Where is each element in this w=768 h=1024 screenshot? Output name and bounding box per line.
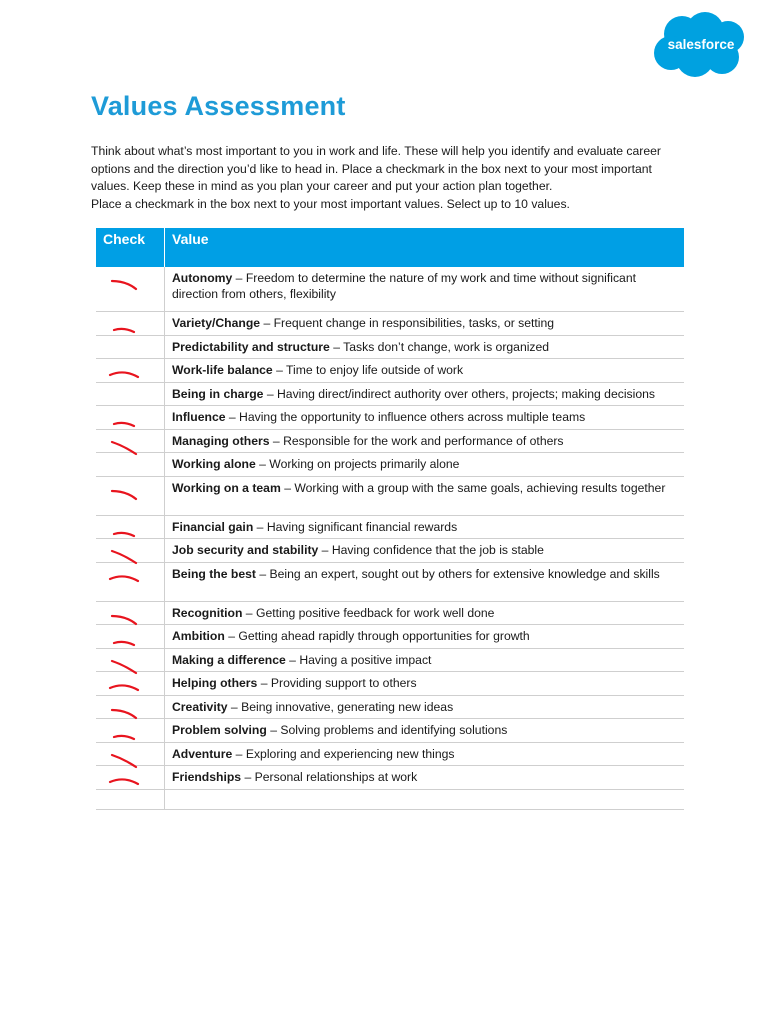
- value-row: [96, 562, 684, 601]
- value-name: Managing others: [172, 433, 270, 448]
- page-title: Values Assessment: [91, 91, 346, 121]
- hand-drawn-check-mark-icon: [106, 563, 156, 599]
- checkbox-cell[interactable]: [96, 406, 165, 430]
- value-row: [96, 476, 684, 515]
- value-description: – Frequent change in responsibilities, tasks, or setting: [260, 315, 555, 330]
- value-name: Influence: [172, 410, 226, 424]
- checkbox-cell[interactable]: [96, 789, 165, 809]
- checkbox-cell[interactable]: [96, 539, 165, 563]
- value-name: Making a difference: [172, 652, 286, 667]
- checkbox-cell[interactable]: [96, 453, 165, 477]
- value-cell: [165, 382, 685, 406]
- value-description: – Having a positive impact: [285, 652, 432, 667]
- checkbox-cell[interactable]: [96, 311, 165, 335]
- value-cell: [165, 601, 685, 625]
- value-cell: [165, 359, 685, 383]
- value-name: Variety/Change: [172, 315, 261, 330]
- value-description: – Exploring and experiencing new things: [232, 746, 455, 761]
- value-description: – Being innovative, generating new ideas: [227, 699, 454, 714]
- value-description: – Tasks don’t change, work is organized: [329, 339, 550, 354]
- value-row: [96, 648, 684, 672]
- checkbox-cell[interactable]: [96, 601, 165, 625]
- checkbox-cell[interactable]: [96, 359, 165, 383]
- hand-drawn-check-mark-icon: [106, 477, 156, 513]
- value-name: Job security and stability: [172, 543, 319, 557]
- checkbox-cell[interactable]: [96, 695, 165, 719]
- checkbox-cell[interactable]: [96, 742, 165, 766]
- checkbox-cell[interactable]: [96, 625, 165, 649]
- value-row: [96, 625, 684, 649]
- value-name: Financial gain: [172, 519, 254, 534]
- value-name: Friendships: [172, 770, 242, 784]
- values-table-header: [96, 228, 684, 267]
- value-row: [96, 359, 684, 383]
- intro-instruction: Place a checkmark in the box next to your most important values. Select up to 10 values.: [91, 196, 570, 211]
- value-cell: [165, 429, 685, 453]
- value-row: [96, 539, 684, 563]
- value-row: [96, 766, 684, 790]
- checkbox-cell[interactable]: [96, 719, 165, 743]
- value-cell: [165, 267, 685, 311]
- value-row: [96, 406, 684, 430]
- value-cell: [165, 311, 685, 335]
- value-cell: [165, 476, 685, 515]
- checkbox-cell[interactable]: [96, 648, 165, 672]
- value-cell: [165, 453, 685, 477]
- value-description: – Time to enjoy life outside of work: [272, 363, 464, 377]
- checkbox-cell[interactable]: [96, 515, 165, 539]
- value-name: Being in charge: [172, 386, 264, 401]
- value-row: [96, 789, 684, 809]
- value-row: [96, 672, 684, 696]
- value-row: [96, 695, 684, 719]
- value-description: – Working on projects primarily alone: [255, 457, 460, 471]
- value-row: [96, 719, 684, 743]
- value-row: [96, 267, 684, 311]
- checkbox-cell[interactable]: [96, 562, 165, 601]
- value-name: Problem solving: [172, 723, 267, 737]
- value-name: Work-life balance: [172, 363, 273, 377]
- value-description: – Having significant financial rewards: [253, 519, 458, 534]
- value-description: – Having confidence that the job is stable: [318, 543, 544, 557]
- value-description: – Providing support to others: [257, 676, 417, 690]
- value-row: [96, 382, 684, 406]
- value-column-header: Value: [165, 228, 685, 267]
- hand-drawn-check-mark-icon: [106, 267, 156, 303]
- value-name: Autonomy: [172, 271, 233, 285]
- value-cell: [165, 719, 685, 743]
- values-table: [96, 228, 684, 810]
- value-row: [96, 515, 684, 539]
- value-name: Adventure: [172, 746, 233, 761]
- checkbox-cell[interactable]: [96, 672, 165, 696]
- value-description: – Getting ahead rapidly through opportunities for growth: [224, 629, 530, 643]
- intro-paragraph: Think about what’s most important to you in work and life. These will help you identify and evaluate career options and the direction you’d like to head in. Place a checkmark in the box next to your most important values. Keep these in mind as you plan your career and put your action plan together.: [91, 144, 661, 193]
- value-row: [96, 429, 684, 453]
- checkbox-cell[interactable]: [96, 267, 165, 311]
- value-cell: [165, 648, 685, 672]
- checkbox-cell[interactable]: [96, 476, 165, 515]
- checkbox-cell[interactable]: [96, 335, 165, 359]
- value-cell: [165, 766, 685, 790]
- value-name: Recognition: [172, 605, 243, 620]
- value-row: [96, 453, 684, 477]
- value-cell: [165, 539, 685, 563]
- value-description: – Getting positive feedback for work well done: [242, 605, 495, 620]
- checkbox-cell[interactable]: [96, 429, 165, 453]
- logo-wordmark: salesforce: [667, 37, 735, 52]
- value-name: Ambition: [172, 629, 225, 643]
- value-cell: [165, 672, 685, 696]
- value-description: – Having the opportunity to influence others across multiple teams: [225, 410, 586, 424]
- value-row: [96, 742, 684, 766]
- checkbox-cell[interactable]: [96, 766, 165, 790]
- value-cell: [165, 515, 685, 539]
- value-name: Creativity: [172, 699, 228, 714]
- value-description: – Freedom to determine the nature of my work and time without significant direction from others, flexibility: [172, 271, 637, 301]
- value-cell: [165, 406, 685, 430]
- value-description: – Solving problems and identifying solutions: [266, 723, 508, 737]
- value-cell: [165, 562, 685, 601]
- check-column-header: Check: [96, 228, 165, 267]
- value-cell: [165, 695, 685, 719]
- salesforce-logo: [650, 10, 750, 80]
- value-cell: [165, 335, 685, 359]
- value-description: – Being an expert, sought out by others for extensive knowledge and skills: [255, 566, 660, 581]
- value-name: Working alone: [172, 457, 256, 471]
- value-cell: [165, 742, 685, 766]
- value-name: Being the best: [172, 566, 256, 581]
- value-name: Working on a team: [172, 480, 281, 495]
- value-cell: [165, 789, 685, 809]
- value-description: – Working with a group with the same goals, achieving results together: [280, 480, 666, 495]
- value-row: [96, 601, 684, 625]
- value-cell: [165, 625, 685, 649]
- value-description: – Having direct/indirect authority over others, projects; making decisions: [263, 386, 655, 401]
- value-description: – Responsible for the work and performance of others: [269, 433, 564, 448]
- value-description: – Personal relationships at work: [241, 770, 418, 784]
- value-name: Predictability and structure: [172, 339, 330, 354]
- value-row: [96, 335, 684, 359]
- value-row: [96, 311, 684, 335]
- checkbox-cell[interactable]: [96, 382, 165, 406]
- value-name: Helping others: [172, 676, 258, 690]
- intro-text: [91, 143, 691, 213]
